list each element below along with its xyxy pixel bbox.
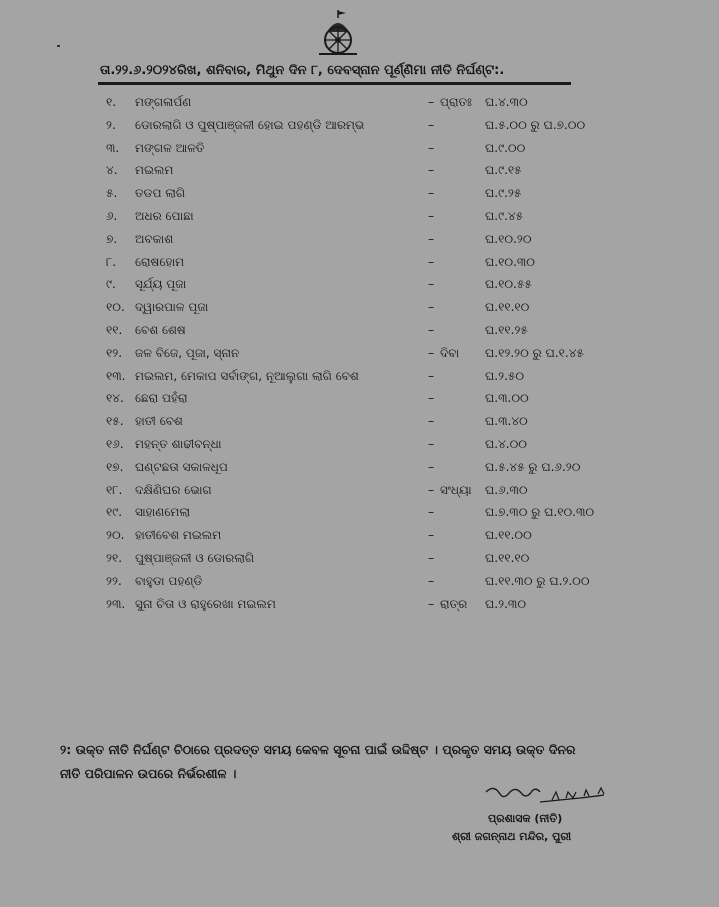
ritual-name: ବାହୁଡା ପହଣ୍ଡି (135, 573, 203, 588)
separator-dash: – (428, 345, 434, 360)
row-number: ୮. (106, 254, 117, 269)
ritual-name: ମଙ୍ଗଳ ଆଳତି (135, 140, 205, 155)
separator-dash: – (428, 140, 434, 155)
separator-dash: – (428, 117, 434, 132)
ritual-time: ଘ.୧୧.୩୦ ରୁ ଘ.୨.୦୦ (485, 573, 590, 588)
ritual-time: ଘ.୧୦.୫୫ (485, 277, 532, 292)
ritual-name: ତଡପ ଲାଗି (135, 186, 186, 201)
separator-dash: – (428, 551, 434, 565)
ritual-name: ସୁନା ଚିତା ଓ ରାହୁରେଖା ମଇଲମ (135, 596, 276, 611)
row-number: ୧୦. (106, 300, 125, 315)
title-underline (98, 82, 571, 85)
ritual-time: ଘ.୯.୦୦ (485, 140, 526, 155)
row-number: ୨୨. (106, 573, 122, 588)
signatory-designation: ପ୍ରଶାସକ (ନୀତି) (488, 812, 563, 825)
separator-dash: – (428, 528, 434, 543)
separator-dash: – (428, 254, 434, 269)
note-line-1: ୨: ଉକ୍ତ ନୀତି ନିର୍ଘଣ୍ଟ ଚିଠାରେ ପ୍ରଦତ୍ତ ସମୟ କେବଳ ସୂଚନା ପାଇଁ ଉଦ୍ଦିଷ୍ଟ । ପ୍ରକୃତ ସମୟ ଉକ୍ତ ଦିନର (60, 742, 576, 757)
ritual-name: ଡୋରଲାଗି ଓ ପୁଷ୍ପାଞ୍ଜଳୀ ହୋଇ ପହଣ୍ଡି ଆରମ୍ଭ (135, 117, 365, 132)
ritual-time: ଘ.୫.୪୫ ରୁ ଘ.୬.୨୦ (485, 459, 581, 474)
ritual-time: ଘ.୧୧.୦୦ (485, 528, 532, 543)
row-number: ୧. (106, 95, 117, 109)
separator-dash: – (428, 231, 434, 246)
ritual-time: ଘ.୬.୩୦ (485, 482, 528, 497)
ritual-time: ଘ.୩.୪୦ (485, 414, 528, 429)
row-number: ୭. (106, 231, 118, 246)
ritual-time: ଘ.୭.୩୦ ରୁ ଘ.୧୦.୩୦ (485, 505, 595, 520)
ritual-name: ମଇଲମ (135, 163, 174, 178)
row-number: ୬. (106, 209, 118, 223)
ritual-name: ପୁଷ୍ପାଞ୍ଜଳୀ ଓ ଡୋରଲାଗି (135, 551, 255, 565)
separator-dash: – (428, 209, 434, 223)
row-number: ୨୦. (106, 528, 125, 543)
row-number: ୧୫. (106, 414, 124, 429)
ritual-name: ମଙ୍ଗଳାର୍ପଣ (135, 95, 192, 109)
ritual-time: ଘ.୯.୨୫ (485, 186, 522, 201)
ritual-name: ବେଶ ଶେଷ (135, 323, 186, 337)
time-period: ପ୍ରାତଃ (440, 95, 472, 109)
signatory-organization: ଶ୍ରୀ ଜଗନ୍ନାଥ ମନ୍ଦିର, ପୁରୀ (452, 830, 572, 843)
separator-dash: – (428, 391, 434, 406)
separator-dash: – (428, 596, 434, 611)
handwritten-signature (480, 782, 620, 810)
row-number: ୨. (106, 117, 116, 132)
separator-dash: – (428, 414, 434, 429)
temple-emblem-icon (313, 8, 363, 58)
row-number: ୯. (106, 277, 116, 292)
ritual-name: ଅଧର ପୋଛା (135, 209, 194, 223)
ritual-name: ମଇଲମ, ମେକାପ ସର୍ବାଙ୍ଗ, ନୂଆଲୁଗା ଲାଗି ବେଶ (135, 368, 359, 383)
ritual-name: ଅବକାଶ (135, 231, 174, 246)
separator-dash: – (428, 300, 434, 315)
ritual-name: ଦକ୍ଷିଣିଘର ଭୋଗ (135, 482, 212, 497)
ritual-time: ଘ.୪.୦୦ (485, 437, 527, 451)
separator-dash: – (428, 505, 434, 520)
ritual-name: ଘଣ୍ଟଛତା ସକାଳଧୂପ (135, 459, 228, 474)
ritual-name: ଛେରା ପହଁରା (135, 391, 188, 406)
row-number: ୧୨. (106, 345, 123, 360)
ritual-name: ଜଳ ବିଜେ, ପୂଜା, ସ୍ନାନ (135, 345, 240, 360)
ritual-time: ଘ.୩.୦୦ (485, 391, 529, 406)
separator-dash: – (428, 459, 434, 474)
separator-dash: – (428, 277, 434, 292)
ritual-name: ମହନ୍ତ ଶାଢୀବନ୍ଧା (135, 437, 222, 451)
scan-speck (57, 45, 60, 47)
ritual-time: ଘ.୯.୧୫ (485, 163, 522, 178)
ritual-time: ଘ.୫.୦୦ ରୁ ଘ.୭.୦୦ (485, 117, 586, 132)
row-number: ୧୬. (106, 437, 124, 451)
ritual-name: ସାହାଣମେଲା (135, 505, 191, 520)
row-number: ୨୧. (106, 551, 123, 565)
ritual-name: ସୂର୍ଯ୍ୟ ପୂଜା (135, 277, 187, 292)
ritual-time: ଘ.୨.୫୦ (485, 368, 525, 383)
separator-dash: – (428, 186, 434, 201)
separator-dash: – (428, 573, 434, 588)
row-number: ୧୯. (106, 505, 123, 520)
ritual-time: ଘ.୧୦.୨୦ (485, 231, 532, 246)
ritual-name: ଦ୍ୱାରପାଳ ପୂଜା (135, 300, 209, 315)
separator-dash: – (428, 323, 434, 337)
row-number: ୧୮. (106, 482, 123, 497)
note-line-2: ନୀତି ପରିପାଳନ ଉପରେ ନିର୍ଭରଶୀଳ । (60, 766, 237, 781)
row-number: ୨୩. (106, 596, 126, 611)
separator-dash: – (428, 482, 434, 497)
ritual-name: ରୋଷହୋମ (135, 254, 185, 269)
separator-dash: – (428, 95, 434, 109)
ritual-name: ହାତୀବେଶ ମଇଲମ (135, 528, 222, 543)
time-period: ସଂଧ୍ୟା (440, 482, 472, 497)
separator-dash: – (428, 437, 434, 451)
row-number: ୧୧. (106, 323, 123, 337)
ritual-time: ଘ.୧୦.୩୦ (485, 254, 535, 269)
row-number: ୪. (106, 163, 118, 178)
ritual-time: ଘ.୧୧.୧୦ (485, 300, 530, 315)
row-number: ୧୭. (106, 459, 124, 474)
ritual-name: ହାତୀ ବେଶ (135, 414, 183, 429)
row-number: ୧୪. (106, 391, 124, 406)
page-title: ତା.୨୨.୬.୨୦୨୪ରିଖ, ଶନିବାର, ମିଥୁନ ଦିନ ୮, ଦେବସ୍ନାନ ପୂର୍ଣ୍ଣିମା ନୀତି ନିର୍ଘଣ୍ଟ:. (100, 63, 505, 78)
ritual-time: ଘ.୨.୩୦ (485, 596, 527, 611)
separator-dash: – (428, 163, 434, 178)
time-period: ରାତ୍ର (440, 596, 468, 611)
time-period: ଦିବା (440, 345, 460, 360)
ritual-time: ଘ.୯.୪୫ (485, 209, 524, 223)
separator-dash: – (428, 368, 434, 383)
disclaimer-note (60, 738, 660, 786)
ritual-time: ଘ.୧୨.୨୦ ରୁ ଘ.୧.୪୫ (485, 345, 584, 360)
ritual-time: ଘ.୪.୩୦ (485, 95, 528, 109)
row-number: ୩. (106, 140, 120, 155)
ritual-time: ଘ.୧୧.୨୫ (485, 323, 528, 337)
row-number: ୫. (106, 186, 118, 201)
ritual-time: ଘ.୧୧.୧୦ (485, 551, 530, 565)
row-number: ୧୩. (106, 368, 126, 383)
